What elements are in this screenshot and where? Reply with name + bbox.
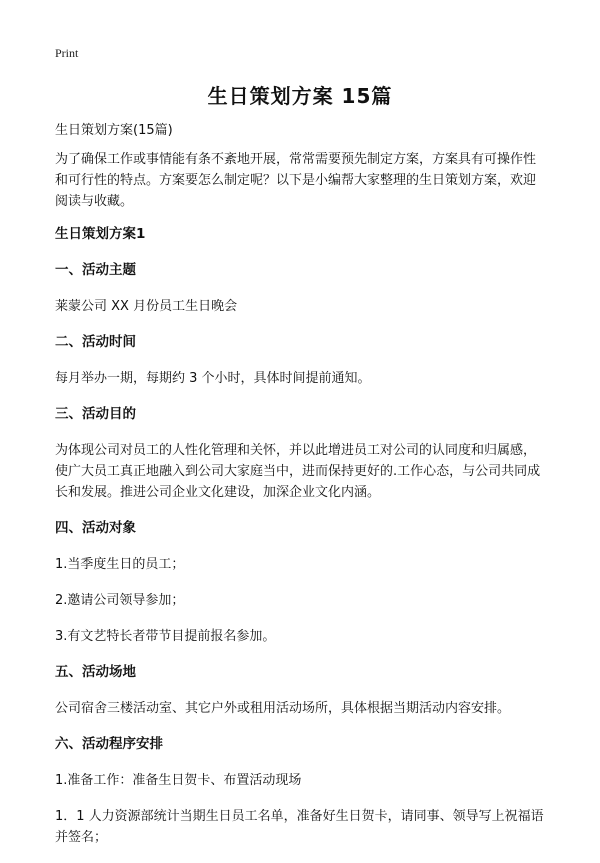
section-text-venue: 公司宿舍三楼活动室、其它户外或租用活动场所，具体根据当期活动内容安排。 [55,701,511,716]
print-label: Print [55,46,79,60]
list-item: 3.有文艺特长者带节目提前报名参加。 [55,629,276,644]
plan-heading: 生日策划方案1 [55,226,146,242]
document-body [55,120,548,863]
section-heading-program: 六、活动程序安排 [55,736,163,752]
section-heading-theme: 一、活动主题 [55,262,136,278]
section-heading-venue: 五、活动场地 [55,664,136,680]
intro-paragraph: 为了确保工作或事情能有条不紊地开展，常常需要预先制定方案，方案具有可操作性和可行性的特点。方案要怎么制定呢？以下是小编帮大家整理的生日策划方案，欢迎阅读与收藏。 [55,152,537,209]
document-subtitle: 生日策划方案(15篇) [55,123,173,138]
list-item: 1.当季度生日的员工； [55,557,185,572]
list-item: 1．1 人力资源部统计当期生日员工名单，准备好生日贺卡，请同事、领导写上祝福语并签名； [55,809,544,845]
section-heading-time: 二、活动时间 [55,334,136,350]
section-text-theme: 莱蒙公司 XX 月份员工生日晚会 [55,299,238,314]
section-text-purpose: 为体现公司对员工的人性化管理和关怀，并以此增进员工对公司的认同度和归属感，使广大员工真正地融入到公司大家庭当中，进而保持更好的.工作心态，与公司共同成长和发展。推进公司企业文化建设，加深企业文化内涵。 [55,443,541,500]
section-text-time: 每月举办一期，每期约 3 个小时，具体时间提前通知。 [55,371,371,386]
list-item: 2.邀请公司领导参加； [55,593,185,608]
section-heading-purpose: 三、活动目的 [55,406,136,422]
list-item: 1.准备工作：准备生日贺卡、布置活动现场 [55,773,302,788]
section-heading-audience: 四、活动对象 [55,520,136,536]
document-title: 生日策划方案 15篇 [207,84,393,108]
